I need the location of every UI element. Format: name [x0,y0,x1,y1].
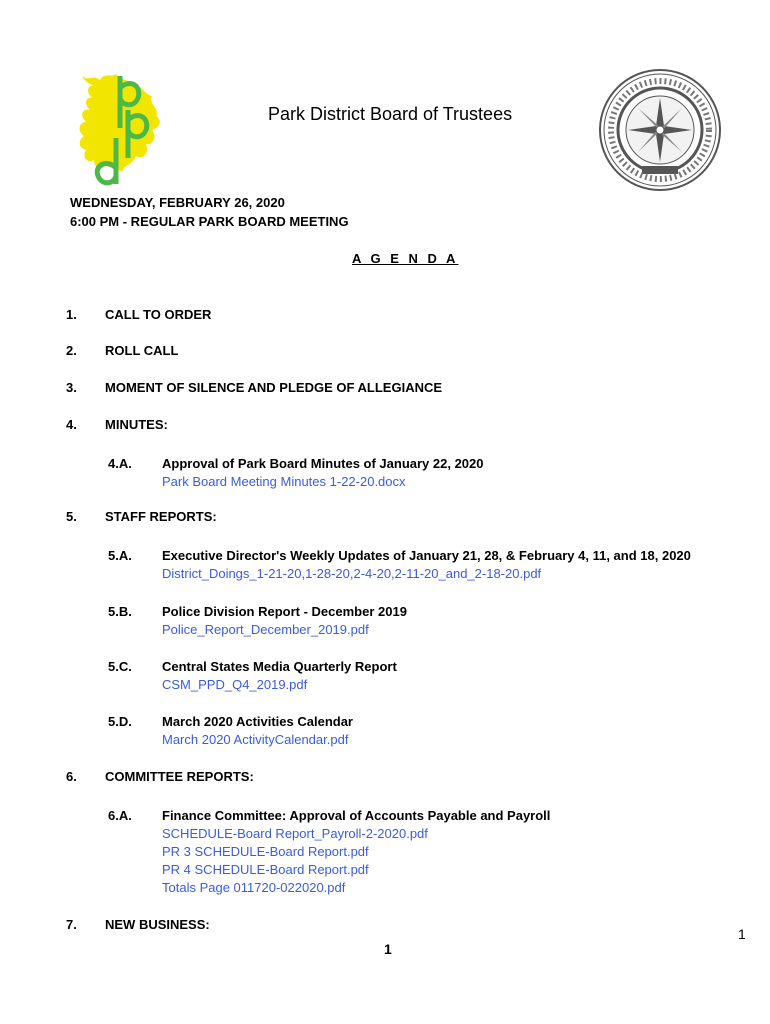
attachment-link[interactable]: SCHEDULE-Board Report_Payroll-2-2020.pdf [162,826,428,841]
item-title: MINUTES: [105,417,168,432]
subitem-title: Finance Committee: Approval of Accounts Payable and Payroll [162,808,551,823]
agenda-heading: A G E N D A [352,251,459,266]
page-title: Park District Board of Trustees [268,104,513,124]
subitem-number: 4.A. [108,456,132,471]
attachment-link[interactable]: March 2020 ActivityCalendar.pdf [162,732,349,747]
gold-medal-seal [598,68,722,192]
item-number: 6. [66,769,77,784]
page-number: 1 [384,941,392,957]
attachment-link[interactable]: Park Board Meeting Minutes 1-22-20.docx [162,474,406,489]
item-title: MOMENT OF SILENCE AND PLEDGE OF ALLEGIANCE [105,380,443,395]
subitem-number: 5.A. [108,548,132,563]
item-number: 2. [66,343,77,358]
meeting-date: WEDNESDAY, FEBRUARY 26, 2020 [70,195,285,210]
subitem-number: 5.C. [108,659,132,674]
attachment-link[interactable]: Police_Report_December_2019.pdf [162,622,369,637]
item-title: ROLL CALL [105,343,179,358]
attachment-link[interactable]: PR 4 SCHEDULE-Board Report.pdf [162,862,369,877]
subitem-title: Executive Director's Weekly Updates of January 21, 28, & February 4, 11, and 18, 2020 [162,548,691,563]
item-number: 1. [66,307,77,322]
ppd-logo [72,68,172,188]
ppd-leaf-logo-icon [72,68,172,188]
item-title: COMMITTEE REPORTS: [105,769,254,784]
attachment-link[interactable]: PR 3 SCHEDULE-Board Report.pdf [162,844,369,859]
attachment-link[interactable]: Totals Page 011720-022020.pdf [162,880,346,895]
item-title: CALL TO ORDER [105,307,212,322]
item-title: STAFF REPORTS: [105,509,217,524]
subitem-title: Approval of Park Board Minutes of January 22, 2020 [162,456,484,471]
item-number: 7. [66,917,77,932]
subitem-title: March 2020 Activities Calendar [162,714,353,729]
item-number: 5. [66,509,77,524]
national-gold-medal-seal-icon [598,68,722,192]
subitem-number: 6.A. [108,808,132,823]
attachment-link[interactable]: District_Doings_1-21-20,1-28-20,2-4-20,2-11-20_and_2-18-20.pdf [162,566,542,581]
subitem-number: 5.D. [108,714,132,729]
meeting-time-type: 6:00 PM - REGULAR PARK BOARD MEETING [70,214,349,229]
subitem-title: Central States Media Quarterly Report [162,659,397,674]
item-title: NEW BUSINESS: [105,917,210,932]
subitem-title: Police Division Report - December 2019 [162,604,407,619]
item-number: 4. [66,417,77,432]
corner-page-number: 1 [738,926,746,942]
item-number: 3. [66,380,77,395]
subitem-number: 5.B. [108,604,132,619]
attachment-link[interactable]: CSM_PPD_Q4_2019.pdf [162,677,308,692]
